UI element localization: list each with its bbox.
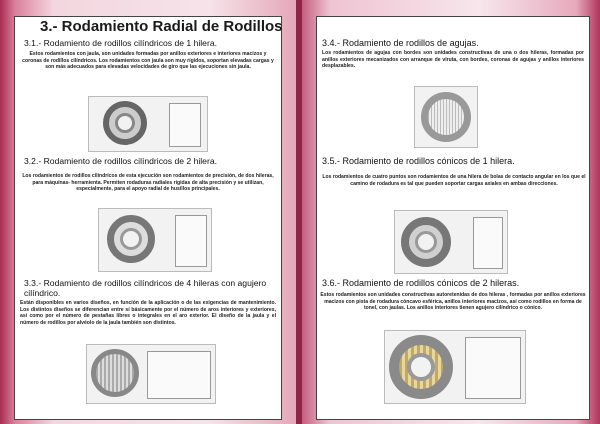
section-text-3-4: Los rodamientos de agujas con bordes son unidades constructivas de una o dos hileras, formadas por anillos exteriores mecanizados con arranque de viruta, con bordes, coronas de agujas y anillos interiores desplazables. bbox=[322, 50, 584, 69]
book-gutter bbox=[296, 0, 302, 424]
bearing-inner-ring bbox=[415, 231, 437, 253]
section-text-3-1: Estos rodamientos con jaula, son unidades formadas por anillos exteriores e interiores macizos y coronas de rodillos cilíndricos. Los rodamientos con jaula son muy rígidos, soportan elevadas cargas y son más adecuados para elevadas velocidades de giro que las ejecuciones sin jaula. bbox=[22, 51, 274, 70]
section-heading-3-2: 3.2.- Rodamiento de rodillos cilíndricos de 2 hilera. bbox=[24, 156, 217, 166]
page-title: 3.- Rodamiento Radial de Rodillos bbox=[40, 18, 283, 35]
tapered-bearing-image-3-5 bbox=[394, 210, 508, 274]
section-text-3-5: Los rodamientos de cuatro puntos son rodamientos de una hilera de bolas de contacto angular en los que el camino de rodadura es tal que pueden soportar cargas axiales en ambas direcciones. bbox=[322, 174, 586, 187]
bearing-cross-section-diagram bbox=[175, 215, 207, 267]
section-heading-3-6: 3.6.- Rodamiento de rodillos cónicos de 2 hileras. bbox=[322, 278, 520, 288]
bearing-inner-ring bbox=[407, 353, 435, 381]
bearing-cross-section-diagram bbox=[465, 337, 521, 399]
bearing-inner-ring bbox=[120, 228, 142, 250]
section-heading-3-4: 3.4.- Rodamiento de rodillos de agujas. bbox=[322, 38, 479, 48]
section-heading-3-5: 3.5.- Rodamiento de rodillos cónicos de 1 hilera. bbox=[322, 156, 515, 166]
section-heading-3-3-line1: 3.3.- Rodamiento de rodillos cilíndricos de 4 hileras con agujero cilíndrico. bbox=[24, 278, 267, 298]
bearing-image-3-2 bbox=[98, 208, 212, 272]
needle-bearing-ring bbox=[421, 92, 471, 142]
section-text-3-6: Estos rodamientos son unidades constructivas autoretenidas de dos hileras , formadas por anillos exteriores macizos con pista de rodadura cóncavo esférica, anillos interiores macizos, así como rodillos en forma de tonel, con jaulas. Los anillos interiores tienen agujero cilíndrico o cónico. bbox=[320, 292, 586, 311]
bearing-image-3-1 bbox=[88, 96, 208, 152]
needle-bearing-image bbox=[414, 86, 478, 148]
section-text-3-2: Los rodamientos de rodillos cilíndricos de esta ejecución son rodamientos de precisión, de dos hileras, para máquinas- herramienta. Permiten rodaduras radiales rígidas de alta precisión y se utilizan, especialmente, para el apoyo radial de husillos principales. bbox=[22, 173, 274, 192]
bearing-cross-section-diagram bbox=[473, 217, 503, 269]
section-text-3-3: Están disponibles en varios diseños, en función de la aplicación o de las exigencias de mantenimiento. Los distintos diseños se diferencian entre sí básicamente por el número de aros interiores y exteriores, así como por el número de pestañas libres o integrales en el aro exterior. El diseño de la jaula y el número de rodillos por alvéolo de la jaula también son distintos. bbox=[20, 300, 276, 326]
bearing-inner-ring bbox=[115, 113, 135, 133]
section-heading-3-1: 3.1.- Rodamiento de rodillos cilíndricos de 1 hilera. bbox=[24, 38, 217, 48]
bearing-image-3-3 bbox=[86, 344, 216, 404]
double-row-tapered-bearing-image bbox=[384, 330, 526, 404]
bearing-four-row-image bbox=[91, 349, 139, 397]
bearing-cross-section-diagram bbox=[147, 351, 211, 399]
bearing-cross-section-diagram bbox=[169, 103, 201, 147]
